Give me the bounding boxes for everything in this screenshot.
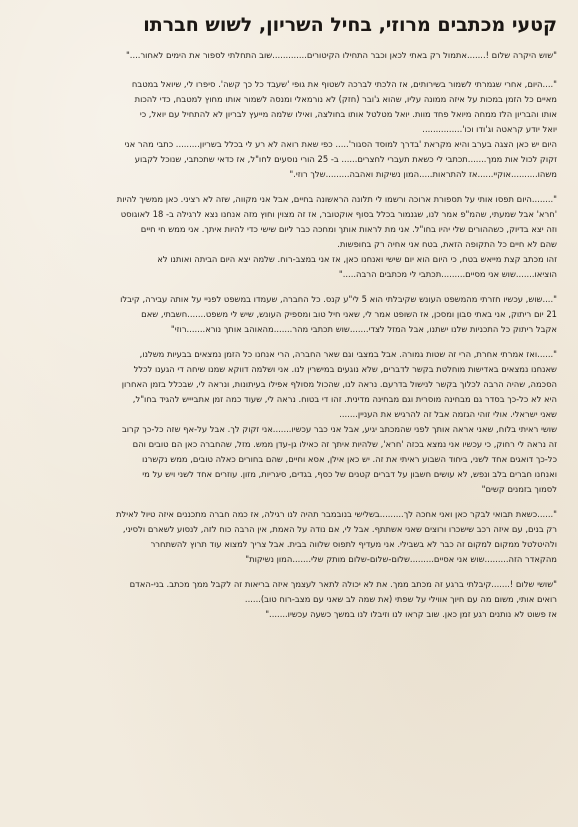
text-line: מהקאדר הזה.........שוש אני אסיים.........שלום-שלום-שלום מותק שלי.......המון נשיקות" <box>245 554 557 564</box>
letter-page <box>21 13 557 821</box>
letter-excerpt-7 <box>21 577 557 622</box>
text-line: אז פשוט לא נותנים רגע זמן כאן. שוב קראו לנו וזיבלו לנו במשך כשעה עכשיו......." <box>265 609 557 619</box>
letter-excerpt-1 <box>21 48 557 63</box>
text-line: "שושי שלום !.......קיבלתי ברגע זה מכתב ממך. את לא יכולה לתאר לעצמך איזה בריאות זה לקבל ממך מכתב. בני-האדם <box>129 579 557 589</box>
text-line: 'חרא' אבל שמעתי, שהמ"פ אמר לנו, שגנמור בכלל בסוף אוקטובר, אז זה מצוין וחוץ מזה אנחנו נצא לרגילה ב- 18 לאוגוסט <box>120 209 557 219</box>
text-line: "....שוש, עכשיו חזרתי מהמשפט העונש שקיבלתי הוא 5 לי"ע קנס. כל החברה, שעמדו במשפט לפניי על אותה עבירה, קיבלו <box>120 294 557 304</box>
text-line: הסכמה, שהיה הרבה לכלוך בקשר לנישול בדרעם. נראה לנו, שהכול מסולף אפילו בעיתונות, ונראה לי, שבכלל בזמן האחרון <box>121 379 557 389</box>
letter-excerpt-3 <box>21 192 557 282</box>
text-line: שושי ראיתי בלוח, שאני אראה אותך לפני שהמכתב יגיע, אבל אני כבר עכשיו.......אני זקוק לך. אבל על-אף שזה כל-כך קרוב <box>121 424 557 434</box>
text-line: "........היום תפסו אותי על תספורת ארוכה ורשמו לי תלונה הראשונה בחיים, אבל אני מקווה, שזה לא רציני. כאן ממשיך להיות <box>116 194 557 204</box>
text-line: רואים אותי, משום מה עם חיוך אווילי על שפתי (את שמה לב שאני עם מצב-רוח טוב)...... <box>244 594 557 604</box>
text-line: כל-כך דואגים אחד לשני, ביחוד השבוע ראיתי את זה. יש כאן אילן, אסא וחיים, שהם בחורים כאלה טובים, ממש נקשרנו <box>142 454 557 464</box>
text-line: שאני ישראלי. אולי זוהי הגזמה אבל זה להרגיש את העניין....... <box>339 409 557 419</box>
letter-excerpt-6 <box>21 507 557 567</box>
text-line: "......ואז אמרתי אחרת, הרי זה שטות גמורה. אבל במצבי וגם שאר החברה, הרי אנחנו כל הזמן נמצאים בבעיות משלנו, <box>139 349 557 359</box>
text-line: רק בנים, עם איזה רכב שישכרו ורוצים שאני אשתתף. אבל לי, אם נודה על האמת, אין הרבה כוח לזה, לנסוע לשארם ולסיני, <box>122 524 557 534</box>
text-line: 21 יום ריתוק, אני באתי סבון ומסכן, אז השופט אמר לי, שאני חיל טוב ומספיק העונש, שיש לי משפט.......חשבתי, שאם <box>141 309 557 319</box>
text-line: וזה יצא בדיוק, כשההורים שלי יהיו בחו"ל. אני מת לראות אותך ומחכה כבר ליום שישי כדי להיות איתך. אני ממש חי חיים <box>140 224 557 234</box>
text-line: שהם לא חיים כל התקופה הזאת, בטח אני אחיה רק בחופשות. <box>337 239 557 249</box>
page-title: קטעי מכתבים מרוזי, בחיל השריון, לשוש חברתו <box>143 14 557 36</box>
text-line: שאנחנו נמצאים באדישות מוחלטת בקשר לדברים, שלא נוגעים במישרין לנו. אני ושלמה דווקא שמנו שיחה די הגענו לכלל <box>133 364 557 374</box>
text-line: "....היום, אחרי שגמרתי לשמור בשירותים, אז הלכתי לברכה לשטוף את גופי 'שעבד כל כך קשה'. סיפרו לי, שיואל במטבח <box>131 79 557 89</box>
text-line: יואל יודע קראטה וג'ודו וכו'............... <box>422 124 557 134</box>
letter-excerpt-5 <box>21 347 557 497</box>
text-line: אקבל ריתוק כל התכניות שלנו ישתנו, אבל המזל לצדי.......שוש תכתבי מהר.......מהאוהב אותך נורא.......רוזי" <box>170 324 557 334</box>
text-line: זה נראה לי רחוק, כי עכשיו אני נמצא בכזה 'חרא', שלהיות איתך זה כאילו גן-עדן ממש. מזל, שהחברה כאן הם טובים והם <box>132 439 557 449</box>
text-line: היום יש כאן הצגה בערב והיא מקראת 'בדרך למוסד הסגור'..... כפי שאת רואה לא רע לי בכלל בשריון......... כתבי מהר אני <box>124 139 557 149</box>
text-line: ולהיטלטל ממקום למקום זה כבר לא בשבילי. אני מעדיף לתפוס שלווה בבית. אבל צריך למצוא עוד תרוץ להשתחרר <box>150 539 557 549</box>
text-line: "......כשאת תבואי לבקר כאן ואני אחכה לך.........בשלישי בנובמבר תהיה לנו רגילה, אז כמה חברה מתכננים איזה טיול לאילת <box>115 509 557 519</box>
text-line: הוציאו.......שוש אני מסיים.........תכתבי לי מכתבים הרבה....." <box>338 269 557 279</box>
text-line: לסמוך בזמנים קשים" <box>481 484 557 494</box>
text-line: משהו..........אוקיי......אז להתראות.....המון נשיקות ואהבה.........שלך רוזי." <box>289 169 557 179</box>
text-line: זהו מכתב קצת מייאש בטח, כי היום הוא יום שישי ואנחנו כאן, אז אני במצב-רוח. שלמה יצא היום הביתה ואותנו לא <box>157 254 557 264</box>
text-line: אותו והבריון הלז ממחה מיואל פחד מוות. יואל מטלטל אותו בחולצה, ואילו שלמה מייעץ לבריון לא להתחיל עם יואל, כי <box>139 109 557 119</box>
text-line: היא לא כל-כך בסדר גם מבחינה מוסרית וגם מבחינה מדינית. זהו די בטוח. נראה לי, שעוד כמה זמן אתביייש להגיד בחו"ל, <box>132 394 557 404</box>
text-line: מאיים כל הזמן במכות על איזה ממונה עליו, שהוא ג'ובר (חזק) לא נורמאלי ומנסה לשמור אותו מחוץ למטבח, כדי להכות <box>134 94 557 104</box>
letter-excerpt-2 <box>21 77 557 182</box>
letter-excerpt-4 <box>21 292 557 337</box>
text-line: זקוק לכול אות ממך.......תכתבי לי כשאת תעברי לחצרים...... ב- 25 הורי נוסעים לחו"ל, אז כדאי שתכתבי, שנוכל לקבוע <box>134 154 557 164</box>
text-line: ואנחנו חברים בלב ונפש, לא עושים חשבון על דברים קטנים של כסף, בגדים, סיגריות, מזון. עוזרים אחד לשני ויש על מי <box>142 469 557 479</box>
text-line: "שוש היקרה שלום !.......אתמול רק באתי לכאן וכבר התחילו הקיטורים.............שוב התחלתי לספור את הימים לאחור...." <box>125 50 557 60</box>
